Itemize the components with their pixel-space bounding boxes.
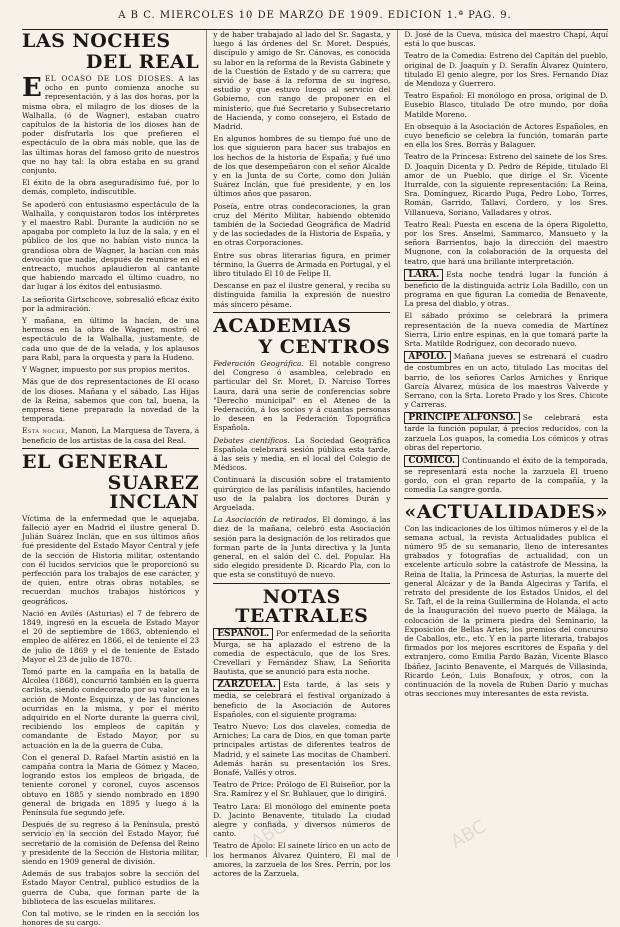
paragraph: Descanse en paz el ilustre general, y reciba su distinguida familia la expresión de nuestro más sincero pésame. [213,281,391,309]
paragraph-text: Se celebrará esta tarde la función popular, á precios reducidos, con la zarzuela Los guapos, la comedia Los cómicos y otras obras del repertorio. [404,413,608,452]
paragraph: Teatro Español: El monólogo en prosa, original de D. Eusebio Blasco, titulado De otro mundo, por doña Matilde Moreno. [404,91,608,119]
paragraph: El éxito de la obra aseguradísimo fué, por lo demás, completo, indiscutible. [22,178,200,197]
running-head: A B C. MIERCOLES 10 DE MARZO DE 1909. EDICION 1.ª PAG. 9. [118,10,512,21]
paragraph: Nació en Avilés (Asturias) el 7 de febrero de 1849, ingresó en la escuela de Estado Mayor el 20 de septiembre de 1863, obteniendo el empleo de alférez en 1866, el de teniente el 23 de julio de 1869 y el de teniente de Estado Mayor el 23 de julio de 1870. [22,608,200,664]
paragraph: Teatro de la Comedia: Estreno del Capitán del pueblo, original de D. Joaquín y D. Serafín Álvarez Quintero, titulado El genio alegre, por los Sres. Fernando Díaz de Mendoza y Guerrero. [404,51,608,89]
paragraph: Se apoderó con entusiasmo espectáculo de la Walhalla, y conquistaron todos los intérpretes y el maestro Rabl. Durante la audición no se apagaba por completo la luz de la sala, y en el público de los que no habían visto nunca la grandiosa obra de Wagner, la hacían con más devoción que nadie, después de reunirse en el entreacto, muchos aplaudieron al cantante que habiendo marcado el último cuadro, no dar lugar á los éxitos del entusiasmo. [22,199,200,292]
paragraph: La señorita Girtschcove, sobresalió eficaz éxito por la admiración. [22,294,200,313]
section-label: LARA. [404,269,443,281]
y-centros-title: Y CENTROS [258,335,391,358]
abc-watermark: ABC [447,816,490,853]
paragraph: Además de sus trabajos sobre la sección del Estado Mayor Central, publicó estudios de la guerra de Cuba, que forman parte de la biblioteca de las escuelas militares. [22,869,200,906]
lead-in: Esta noche, [22,426,69,436]
paragraph [213,515,390,579]
paragraph [404,351,608,409]
paragraph: Entre sus obras literarias figura, en primer término, la Guerra de Armada en Portugal, y el libro titulado El 10 de Felipe II. [213,250,391,279]
paragraph: Continuará la discusión sobre el tratamiento quirúrgico de las parálisis infantiles, haciendo uso de la palabra los doctores Durán y Arguelada. [213,475,391,512]
paragraph: Poseía, entre otras condecoraciones, la gran cruz del Mérito Militar, habiendo obtenido también de la Sociedad Geográfica de Madrid y de las sociedades de la Historia de España, y en otras Corporaciones. [213,201,391,248]
lead-in: Federación Geográfica. [213,358,304,368]
section-label: ZARZUELA. [213,679,280,691]
paragraph-text: La Sociedad Geográfica Española celebrará sesión pública esta tarde, á las seis y media, en el local del Colegio de Médicos. [213,435,391,473]
notas-teatrales-title: NOTAS TEATRALES [235,585,369,627]
paragraph: Con el general D. Rafael Martín asistió en la campaña contra la Maria de Gómez y Maceo, logrando estos los empleos de brigada, de teniente coronel y coronel, cuyos ascensos obtuvo en 1885 y siendo nombrado en 1890 general de brigada en 1895 y luego á la Península fue segundo jefe. [22,752,200,818]
paragraph [22,74,199,175]
suarez-inclan-title: SUAREZ INCLAN [107,471,200,513]
paragraph-text: Manon, La Marquesa de Tavera, á beneficio de los artistas de la casa del Real. [22,426,200,445]
del-real-title: DEL REAL [85,51,200,73]
paragraph [213,436,390,473]
column-2 [206,30,391,879]
paragraph: Víctima de la enfermedad que le aquejaba, falleció ayer en Madrid el ilustre general D. Julián Suárez Inclán, que en sus últimos años fué presidente del Estado Mayor Central y jefe de la sección de Historia militar, ostentando con él lucidos servicios que le proporcionó su perfección para los trabajos de ese carácter, y de quien, entre otras obras notables, se recuerdan muchos trabajos históricos y geográficos. [22,513,200,606]
paragraph: En algunos hombres de su tiempo fué uno de los que siguieron para hacer sus trabajos en los hechos de la historia de España, y fué uno de los que desempeñaron con el señor Alcalde y en la Junta de su Corte, como don Julián Suárez Inclán, que fué presidente, y en los últimos años que pasaron. [213,134,391,199]
section-label: COMICO. [404,455,459,467]
paragraph: Teatro de Apolo: El sainete lírico en un acto de los hermanos Álvarez Quintero, El mal de amores, la zarzuela de los Sres. Perrín, por los actores de la Zarzuela. [213,841,391,879]
paragraph: Teatro Lara: El monólogo del eminente poeta D. Jacinto Benavente, titulado La ciudad alegre y confiada, y diversos números de canto. [213,801,391,839]
paragraph [213,679,390,719]
actualidades-title: «ACTUALIDADES» [404,500,608,523]
paragraph [213,628,390,677]
paragraph: Y mañana, en último la hacían, de una hermosa en la obra de Wagner, mostró el espectáculo de la Walhalla, justamente, de cada uno que de de la velada, y los aplausos para Rabl, para la orquesta y para la Hudeno. [22,316,200,362]
paragraph-text: Continuando el éxito de la temporada, se representará esta noche la zarzuela El trueno gordo, con el gran reparto de la compañía, y la comedia La sangre gorda. [404,455,608,495]
paragraph-text: Esta noche tendrá lugar la función á beneficio de la distinguida actriz Lola Badillo, con un programa en que figuran La comedia de Benavente, La presa del diablo, y otras. [404,269,608,309]
paragraph [22,426,199,444]
divider [213,583,390,584]
paragraph [213,359,390,433]
abc-watermark: ABC [37,816,80,853]
paragraph: En obsequio á la Asociación de Actores Españoles, en cuyo beneficio se celebra la función, tomarán parte en ella los Sres. Borrás y Balaguer. [404,121,608,150]
abc-watermark: ABC [247,816,290,853]
section-label: ESPAÑOL. [213,628,273,640]
divider [22,448,199,449]
las-noches-title: LAS NOCHES [22,30,171,52]
paragraph-text: Mañana jueves se estrenará el cuadro de costumbres en un acto, titulado Las mocitas del barrio, de los señores Carlos Arniches y Enrique García Álvarez, música de los maestros Valverde y Serrano, con la Srta. Loreto Prado y los Sres. Chicote y Carreras. [404,352,608,410]
paragraph-text: El notable congreso del Congreso ó asamblea, celebrado en particular del Sr. Moret, D. Narciso Torres Laura, dará una serie de conferencias sobre "Derecho municipal" en el Ateneo de la Federación, á los socios y á cuantas personas lo deseen en la Federación Topográfica Española. [213,358,391,433]
el-general-title: EL GENERAL [22,450,168,473]
academias-title: ACADEMIAS [213,314,352,337]
divider [213,312,390,313]
column-1 [22,30,200,927]
paragraph-text: Esta tarde, á las seis y media, se celebrará el festival organizado á beneficio de la Asociación de Autores Españoles, con el siguiente programa: [213,680,391,719]
columns [22,30,608,927]
paragraph: D. José de la Cueva, música del maestro Chapí, Aquí está lo que buscas. [404,30,608,49]
paragraph-text: A las ocho en punto comienza anoche su representación, y á las dos horas, por la misma obra, el milagro de los dioses de la Walhalla, (ó de Wagner), estaban cuatro capítulos de la historia de los dioses han de poder disfrutarla los que prefieren el espectáculo de la obra más noble, que las de las últimas horas del famoso grito de nuestros que no hay tal: la obra estaba en su grand conjunto. [22,74,200,176]
paragraph: Con las indicaciones de los últimos números y el de la semana actual, la revista Actualidades publica el número 95 de su semanario, lleno de interesantes grabados y fotografías de actualidad, con un excelente artículo sobre la catástrofe de Messina, la Reina de Italia, la Princesa de Asturias, la muerte del general Alcázar y de la Banda Algeciras y Tarifa, el retrato del presidente de los Estados Unidos, el del Sr. Taft, el de la reina Guillermina de Holanda, el acto de la Inauguración del nuevo puerto de Málaga, la colocación de la primera piedra del Seminario, la Exposición de Bellas Artes, los premios del concurso de Caballos, etc., etc. Y en la parte literaria, trabajos firmados por los mejores escritores de España y del extranjero, como Emilia Pardo Bazán, Vicente Blasco Ibáñez, Jacinto Benavente, el Marqués de Villasinda, Ricardo León, Luis Bonafoux, y otros, con la continuación de la novela de Ruben Darío y muchas otras secciones muy interesantes de esta revista. [404,523,608,699]
paragraph: Más que de dos representaciones de El ocaso de los dioses. Mañana y el sábado, Las Hijas de la Reina, sabemos que con tal, buena, la empresa tiene preparado la novedad de la temporada. [22,377,200,424]
paragraph: Y Wagner, impuesto por sus propios meritos. [22,365,190,375]
paragraph: Teatro de la Princesa: Estreno del sainete de los Sres. D. Joaquín Dicenta y D. Pedro de Répide, titulado El amor de un Pueblo, que dirige el Sr. Vicente Iturralde, con la siguiente representación: La Reina, Sra. Domínguez, Ricardo Puga, Pedro Lobo, Torres, Román, Garrido, Tallaví, Cordero, y los Sres. Villanueva, Soriano, Valladares y otros. [404,152,608,217]
column-3 [397,30,608,857]
lead-in: La Asociación de retirados. [213,515,319,525]
paragraph: El sábado próximo se celebrará la primera representación de la nueva comedia de Martínez Sierra, Lirio entre espinas, en la que tomará parte la Srta. Matilde Rodríguez, con decorado nuevo. [404,311,608,349]
drop-cap: E [22,73,42,103]
paragraph: Teatro Nuevo: Los dos claveles, comedia de Arniches; La cara de Dios, en que toman parte principales artistas de diferentes teatros de Madrid, y el sainete Las mocitas de Chamberí. Además harán su presentación los Sres. Bonafé, Vallés y otros. [213,721,391,777]
divider [404,498,608,499]
paragraph: Teatro Real: Puesta en escena de la ópera Rigoletto, por los Sres. Anselmi, Sammarco, Mansueto y la señora Barrientos, bajo la dirección del maestro Mugnone, con la colaboración de la orquesta del teatro, que hará una brillante interpretación. [404,219,608,266]
paragraph [404,269,608,309]
lead-in: EL OCASO DE LOS DIOSES. [44,74,174,83]
lead-in: Debates científicos. [213,435,290,445]
section-label: PRINCIPE ALFONSO. [404,412,520,424]
paragraph: Después de su regreso á la Península, prestó servicio en la sección del Estado Mayor, fué secretario de la comisión de Defensa del Reino y presidente de la Sección de Historia militar, siendo en 1909 general de división. [22,820,200,867]
paragraph-text: El domingo, á las diez de la mañana, celebró esta Asociación sesión para la designación de los retirados que forman parte de la Junta directiva y la Junta general, en el salón del C. del. Popular. Ha sido elegido presidente D. Ricardo Pla, con lo que esta se constituyó de nuevo. [213,515,391,580]
paragraph: Tomó parte en la campaña en la batalla de Alcolea (1868), concurrió también en la guerra carlista, siendo condecorado por su valor en la acción de Monte Esquinza, y de las funciones ocurridas en la misma, y por el mérito adquirido en el Norte durante la guerra civil, recibiendo los empleos de capitán y comandante de Estado Mayor, por su actuación en la de la guerra de Cuba. [22,666,200,750]
paragraph [404,455,608,495]
paragraph: Teatro de Price: Prólogo de El Ruiseñor, por la Sra. Ramírez y el Sr. Buhlauer, que lo dirigirá. [213,780,391,799]
section-label: APOLO. [404,351,450,363]
paragraph-text: Por enfermedad de la señorita Murga, se ha aplazado el estreno de la comedia de espectáculo, que de los Sres. Crevellari y Fernández Shaw, La Señorita Bautista, que se anunció para esta noche. [213,628,391,677]
paragraph [404,412,608,452]
paragraph: y de haber trabajado al lado del Sr. Sagasta, y luego á las órdenes del Sr. Moret. Después, discípulo y amigo de Sr. Cánovas, es conocida su labor en la reforma de la Revista Gabinete y de la Cuestión de Estado y de su carrera; que sirvió de base á la reforma de su ingreso, estudio y que estuvo luego al servicio del Gobierno, con rango de proponer en el ministerio, que fué Secretario y Subsecretario de Hacienda, y como consejero, el Estado de Madrid. [213,30,391,132]
paragraph: Con tal motivo, se le rinden en la sección los honores de su cargo. [22,909,200,927]
